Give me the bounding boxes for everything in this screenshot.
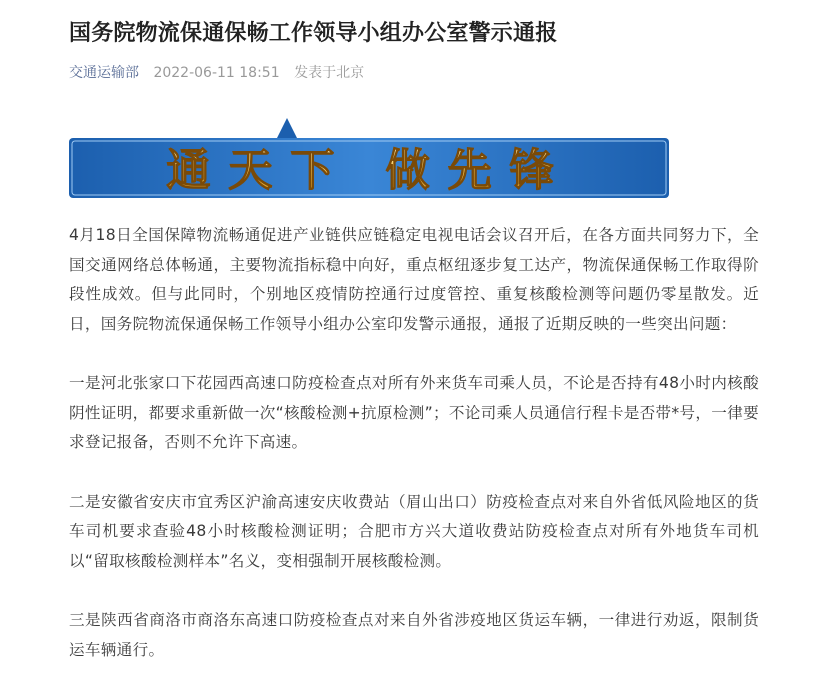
banner-graphic [69,112,669,202]
paragraph-case-3: 三是陕西省商洛市商洛东高速口防疫检查点对来自外省涉疫地区货运车辆，一律进行劝返，限制货运车辆通行。 [69,611,759,659]
article-body [69,221,759,695]
banner-image [69,112,669,202]
banner-slogan: 通天下 做先锋 [166,145,572,196]
paragraph-case-1: 一是河北张家口下花园西高速口防疫检查点对所有外来货车司乘人员，不论是否持有48小时内核酸阴性证明，都要求重新做一次“核酸检测+抗原检测”；不论司乘人员通信行程卡是否带*号，一律要求登记报备，否则不允许下高速。 [69,374,759,451]
article-meta [69,62,364,82]
paragraph-intro: 4月18日全国保障物流畅通促进产业链供应链稳定电视电话会议召开后，在各方面共同努力下，全国交通网络总体畅通，主要物流指标稳中向好，重点枢纽逐步复工达产，物流保通保畅工作取得阶段性成效。但与此同时，个别地区疫情防控通行过度管控、重复核酸检测等问题仍零星散发。近日，国务院物流保通保畅工作领导小组办公室印发警示通报，通报了近期反映的一些突出问题： [69,226,759,333]
publish-location: 发表于北京 [294,65,365,81]
paragraph-case-2: 二是安徽省安庆市宜秀区沪渝高速安庆收费站（眉山出口）防疫检查点对来自外省低风险地区的货车司机要求查验48小时核酸检测证明；合肥市方兴大道收费站防疫检查点对所有外地货车司机以“留取核酸检测样本”名义，变相强制开展核酸检测。 [69,492,759,570]
article-title: 国务院物流保通保畅工作领导小组办公室警示通报 [69,21,558,46]
source-account-link[interactable]: 交通运输部 [69,65,139,81]
publish-datetime: 2022-06-11 18:51 [153,65,280,81]
